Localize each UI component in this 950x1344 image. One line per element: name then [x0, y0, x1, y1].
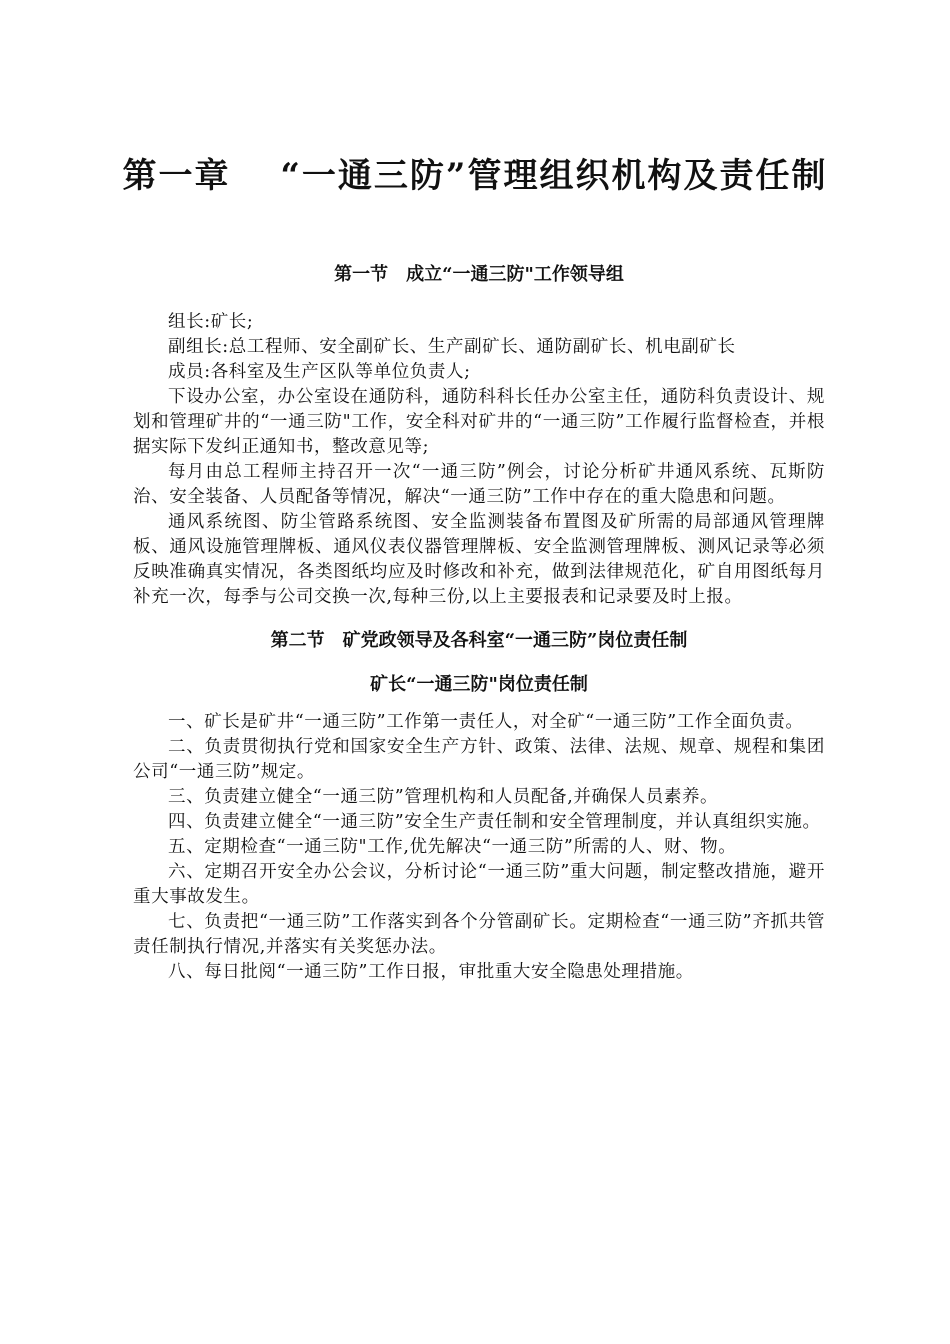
paragraph-deputy-leaders: 副组长:总工程师、安全副矿长、生产副矿长、通防副矿长、机电副矿长	[168, 337, 736, 357]
duty-item-7: 七、负责把“一通三防”工作落实到各个分管副矿长。定期检查“一通三防”齐抓共管责任制执行情况,并落实有关奖惩办法。	[133, 912, 825, 957]
duty-item-3: 三、负责建立健全“一通三防”管理机构和人员配备,并确保人员素养。	[168, 787, 719, 807]
duty-item-8: 八、每日批阅“一通三防”工作日报，审批重大安全隐患处理措施。	[168, 962, 694, 982]
paragraph-drawings: 通风系统图、防尘管路系统图、安全监测装备布置图及矿所需的局部通风管理牌板、通风设施管理牌板、通风仪表仪器管理牌板、安全监测管理牌板、测风记录等必须反映准确真实情况，各类图纸均应及时修改和补充，做到法律规范化，矿自用图纸每月补充一次，每季与公司交换一次,每种三份,以上主要报表和记录要及时上报。	[133, 512, 825, 607]
duty-item-1: 一、矿长是矿井“一通三防”工作第一责任人，对全矿“一通三防”工作全面负责。	[168, 712, 804, 732]
paragraph-monthly-meeting: 每月由总工程师主持召开一次“一通三防”例会，讨论分析矿井通风系统、瓦斯防治、安全装备、人员配备等情况，解决“一通三防”工作中存在的重大隐患和问题。	[133, 462, 825, 507]
section-title-2: 第二节 矿党政领导及各科室“一通三防”岗位责任制	[270, 630, 688, 651]
duty-item-5: 五、定期检查“一通三防"工作,优先解决“一通三防”所需的人、财、物。	[168, 837, 737, 857]
document-body	[133, 262, 825, 985]
duty-item-6: 六、定期召开安全办公会议，分析讨论“一通三防”重大问题，制定整改措施，避开重大事故发生。	[133, 862, 825, 907]
subsection-title: 矿长“一通三防"岗位责任制	[370, 674, 588, 695]
duty-item-2: 二、负责贯彻执行党和国家安全生产方针、政策、法律、法规、规章、规程和集团公司“一通三防”规定。	[133, 737, 825, 782]
paragraph-office: 下设办公室，办公室设在通防科，通防科科长任办公室主任，通防科负责设计、规划和管理矿井的“一通三防"工作，安全科对矿井的“一通三防”工作履行监督检查，并根据实际下发纠正通知书，整改意见等;	[133, 387, 825, 457]
paragraph-group-leader: 组长:矿长;	[168, 312, 254, 332]
paragraph-members: 成员:各科室及生产区队等单位负责人;	[168, 362, 471, 382]
section-title-1: 第一节 成立“一通三防"工作领导组	[334, 264, 624, 285]
duty-item-4: 四、负责建立健全“一通三防”安全生产责任制和安全管理制度，并认真组织实施。	[168, 812, 821, 832]
chapter-title: 第一章 “一通三防”管理组织机构及责任制	[122, 156, 828, 196]
